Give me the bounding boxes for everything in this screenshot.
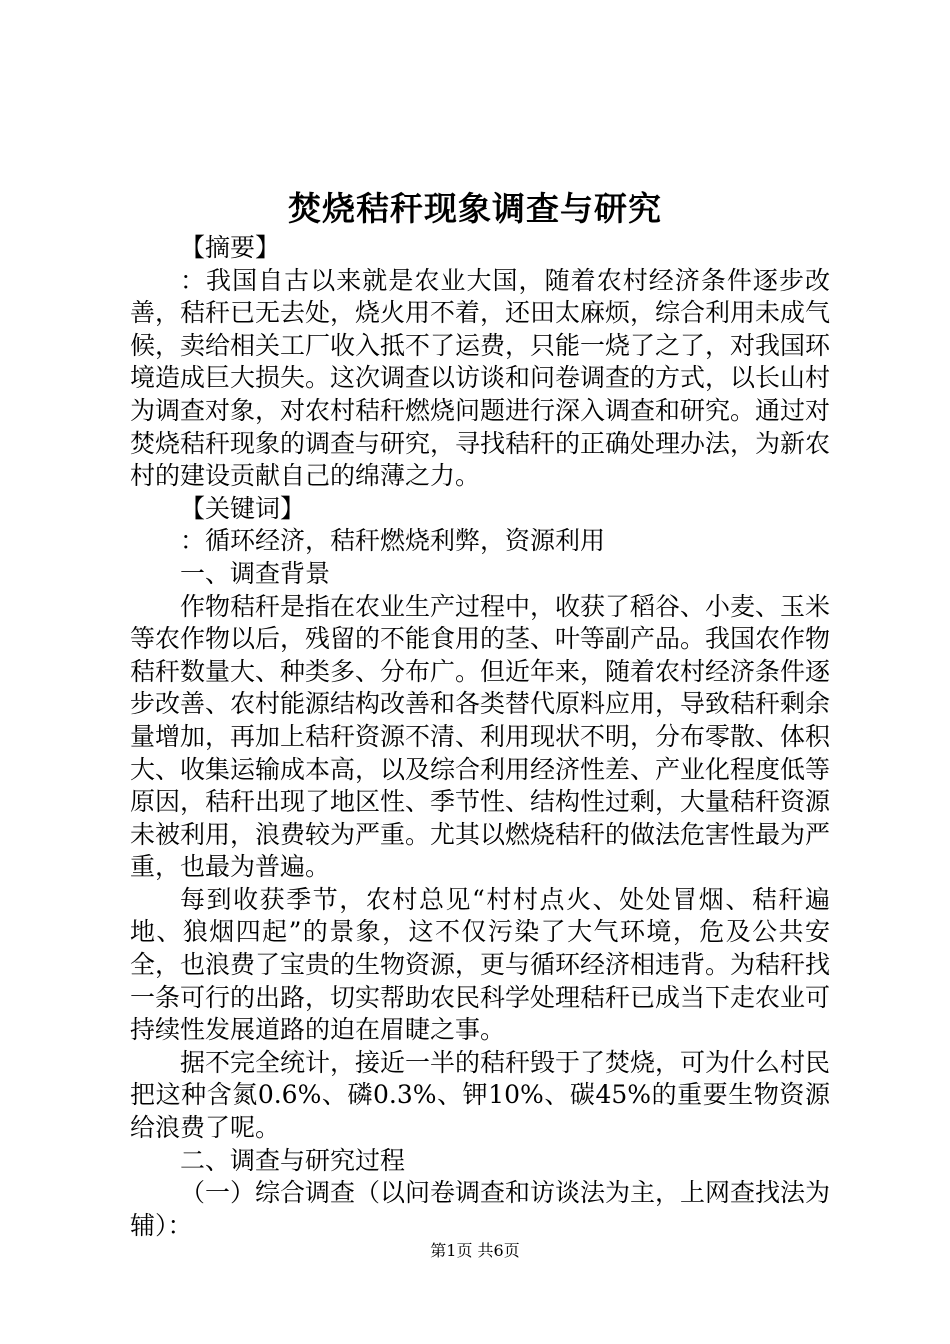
body-paragraph: 作物秸秆是指在农业生产过程中，收获了稻谷、小麦、玉米等农作物以后，残留的不能食用的茎、叶等副产品。我国农作物秸秆数量大、种类多、分布广。但近年来，随着农村经济条件逐步改善、农村能源结构改善和各类替代原料应用，导致秸秆剩余量增加，再加上秸秆资源不清、利用现状不明，分布零散、体积大、收集运输成本高，以及综合利用经济性差、产业化程度低等原因，秸秆出现了地区性、季节性、结构性过剩，大量秸秆资源未被利用，浪费较为严重。尤其以燃烧秸秆的做法危害性最为严重，也最为普遍。 — [130, 591, 831, 882]
body-paragraph: 据不完全统计，接近一半的秸秆毁于了焚烧，可为什么村民把这种含氮0.6%、磷0.3%、钾10%、碳45%的重要生物资源给浪费了呢。 — [130, 1047, 831, 1143]
abstract-heading: 【摘要】 — [180, 233, 281, 262]
document-body — [130, 232, 830, 1242]
page-footer: 第1页 共6页 — [430, 1241, 520, 1260]
keywords-heading: 【关键词】 — [180, 493, 306, 523]
abstract-paragraph: ：我国自古以来就是农业大国，随着农村经济条件逐步改善，秸秆已无去处，烧火用不着，还田太麻烦，综合利用未成气候，卖给相关工厂收入抵不了运费，只能一烧了之了，对我国环境造成巨大损失。这次调查以访谈和问卷调查的方式，以长山村为调查对象，对农村秸秆燃烧问题进行深入调查和研究。通过对焚烧秸秆现象的调查与研究，寻找秸秆的正确处理办法，为新农村的建设贡献自己的绵薄之力。 — [130, 265, 831, 491]
section-heading-background: 一、调查背景 — [180, 558, 331, 588]
section-heading-process: 二、调查与研究过程 — [180, 1145, 406, 1175]
subsection-heading: （一）综合调查（以问卷调查和访谈法为主，上网查找法为辅）： — [130, 1178, 831, 1240]
document-title: 焚烧秸秆现象调查与研究 — [288, 189, 662, 228]
keywords-paragraph: ：循环经济，秸秆燃烧利弊，资源利用 — [180, 526, 606, 556]
body-paragraph: 每到收获季节，农村总见“村村点火、处处冒烟、秸秆遍地、狼烟四起”的景象，这不仅污染了大气环境，危及公共安全，也浪费了宝贵的生物资源，更与循环经济相违背。为秸秆找一条可行的出路，切实帮助农民科学处理秸秆已成当下走农业可持续性发展道路的迫在眉睫之事。 — [130, 884, 831, 1045]
